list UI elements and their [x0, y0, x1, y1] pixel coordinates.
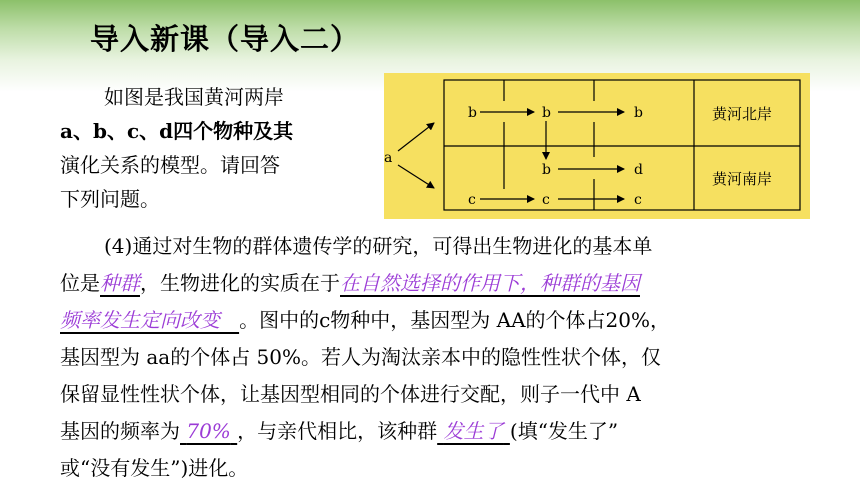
slide-title: 导入新课（导入二） — [90, 22, 361, 56]
diagram-frame — [444, 80, 800, 210]
question-segment: 。图中的c物种中，基因型为 AA的个体占20%， — [239, 308, 670, 332]
question-segment: 或“没有发生”)进化。 — [60, 456, 249, 480]
question-text — [60, 228, 820, 487]
species-label: c — [634, 192, 642, 208]
question-segment: 位是 — [60, 271, 100, 295]
blank-underline — [220, 308, 239, 332]
species-label: b — [542, 105, 551, 121]
species-a-label: a — [384, 150, 393, 166]
question-segment: 保留显性性状个体，让基因型相同的个体进行交配，则子一代中 A — [60, 382, 641, 406]
question-segment: 基因型为 aa的个体占 50%。若人为淘汰亲本中的隐性性状个体，仅 — [60, 345, 662, 369]
question-segment: (填“发生了” — [509, 419, 619, 443]
answer-4: 发生了 — [443, 419, 504, 443]
question-segment: ，生物进化的实质在于 — [140, 271, 340, 295]
question-line — [60, 339, 820, 376]
question-line — [60, 376, 820, 413]
answer-1: 种群 — [100, 271, 140, 295]
question-line — [60, 450, 820, 487]
question-line — [60, 265, 820, 302]
intro-line: a、b、c、d四个物种及其 — [60, 119, 294, 143]
species-label: c — [542, 192, 550, 208]
south-bank-label: 黄河南岸 — [712, 170, 773, 188]
species-evolution-diagram — [384, 73, 810, 219]
species-label: b — [634, 105, 643, 121]
north-bank-label: 黄河北岸 — [712, 105, 773, 123]
answer-2b: 频率发生定向改变 — [60, 308, 220, 332]
question-segment: ，与亲代相比，该种群 — [237, 419, 438, 443]
intro-text — [60, 80, 360, 216]
species-label: b — [542, 162, 551, 178]
question-segment: 基因的频率为 — [60, 419, 180, 443]
species-d-label: d — [634, 162, 643, 178]
question-segment: (4)通过对生物的群体遗传学的研究，可得出生物进化的基本单 — [104, 234, 653, 258]
species-label: c — [468, 192, 476, 208]
intro-line: 演化关系的模型。请回答 — [60, 153, 280, 177]
question-line — [60, 302, 820, 339]
question-line — [60, 413, 820, 450]
arrow-a-to-south — [398, 165, 434, 188]
answer-3: 70% — [186, 419, 231, 443]
species-label: b — [468, 105, 477, 121]
intro-line: 如图是我国黄河两岸 — [104, 85, 284, 109]
arrow-a-to-north — [398, 123, 434, 151]
question-line — [60, 228, 820, 265]
intro-line: 下列问题。 — [60, 187, 160, 211]
answer-2a: 在自然选择的作用下，种群的基因 — [340, 271, 640, 295]
